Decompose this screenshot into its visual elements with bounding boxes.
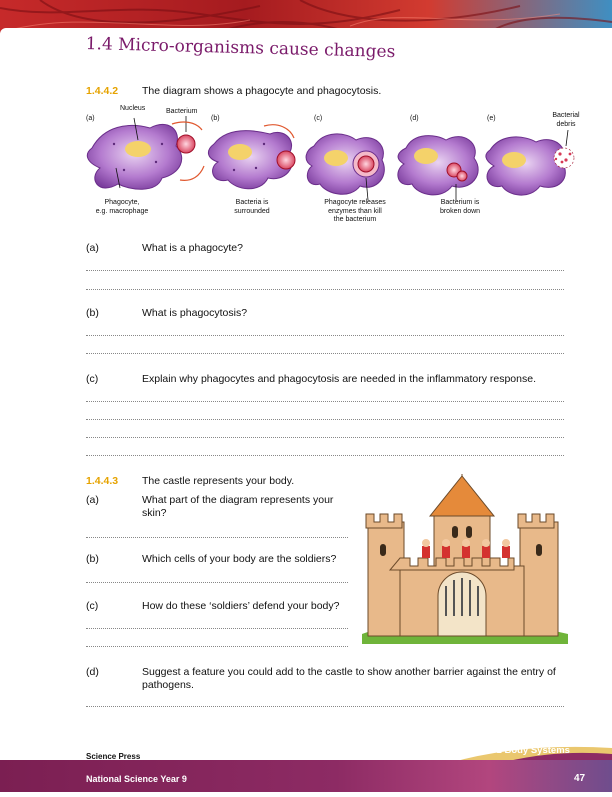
caption-a-line-1: Phagocyte, [104,199,140,206]
caption-stage-a [82,199,162,216]
answer-line[interactable] [86,537,348,538]
section-title-bar [0,28,612,64]
question-number: 1.4.4.3 [86,475,119,487]
page-number: 47 [574,773,586,784]
caption-c-line-2: enzymes than kill [328,207,382,215]
part-question: What is a phagocyte? [142,242,243,254]
question-prompt: The castle represents your body. [142,475,295,487]
nucleus-label: Nucleus [120,105,146,112]
stage-label-c: (c) [314,115,323,122]
part-label: (d) [86,666,99,678]
part-label: (b) [86,553,99,565]
castle-drawing [360,474,570,644]
part-question: How do these ‘soldiers’ defend your body? [142,600,340,612]
caption-d-line-1: Bacterium is [440,199,480,206]
castle-illustration [360,474,570,644]
cell-stage-c [306,134,384,200]
part-label: (a) [86,242,99,254]
question-prompt: The diagram shows a phagocyte and phagocytosis. [142,85,382,97]
caption-stage-b [222,199,282,216]
answer-line[interactable] [86,582,348,583]
part-question-line-2: pathogens. [142,679,194,691]
debris-label [546,112,586,129]
caption-stage-c [312,199,398,225]
bacterium-label: Bacterium [166,108,198,115]
answer-line[interactable] [86,628,348,629]
part-question: What is phagocytosis? [142,307,248,319]
question-number: 1.4.4.2 [86,85,119,97]
book-title: National Science Year 9 [86,774,187,784]
caption-c-line-1: Phagocyte releases [324,199,386,206]
part-question-line-1: Suggest a feature you could add to the castle to show another barrier against the entry of [142,666,556,678]
answer-line[interactable] [86,437,564,438]
cell-stage-d [398,136,478,200]
caption-b-line-2: surrounded [234,207,270,215]
part-label: (c) [86,600,99,612]
cell-stage-b [208,131,295,189]
answer-line[interactable] [86,401,564,402]
caption-b-line-1: Bacteria is [235,199,269,206]
answer-line[interactable] [86,646,348,647]
part-question: Which cells of your body are the soldiers? [142,553,337,565]
part-label: (c) [86,373,99,385]
chapter-title: Chapter 1 Body Systems [458,745,570,756]
part-question-line-1: What part of the diagram represents your [142,494,334,506]
part-label: (b) [86,307,99,319]
stage-label-b: (b) [211,115,220,122]
cell-stage-e [486,130,574,195]
part-label: (a) [86,494,99,506]
answer-line[interactable] [86,289,564,290]
part-question-line-2: skin? [142,507,167,519]
cell-stage-a [87,116,195,189]
caption-d-line-2: broken down [439,207,481,215]
answer-line[interactable] [86,455,564,456]
caption-c-line-3: the bacterium [333,216,377,223]
answer-line[interactable] [86,335,564,336]
answer-line[interactable] [86,270,564,271]
part-question: Explain why phagocytes and phagocytosis are needed in the inflammatory response. [142,373,536,385]
caption-stage-d [430,199,490,216]
nucleus [125,141,151,157]
stage-label-d: (d) [410,115,419,122]
stage-label-a: (a) [86,115,95,122]
debris-label-line-1: Bacterial [552,112,580,119]
answer-line[interactable] [86,419,564,420]
debris-label-line-2: debris [556,120,576,128]
answer-line[interactable] [86,353,564,354]
caption-a-line-2: e.g. macrophage [95,207,149,215]
section-title: 1.4 Micro-organisms cause changes [85,34,396,63]
answer-line[interactable] [86,706,564,707]
bacterium [177,135,195,153]
stage-label-e: (e) [487,115,496,122]
publisher-name: Science Press [86,752,141,761]
